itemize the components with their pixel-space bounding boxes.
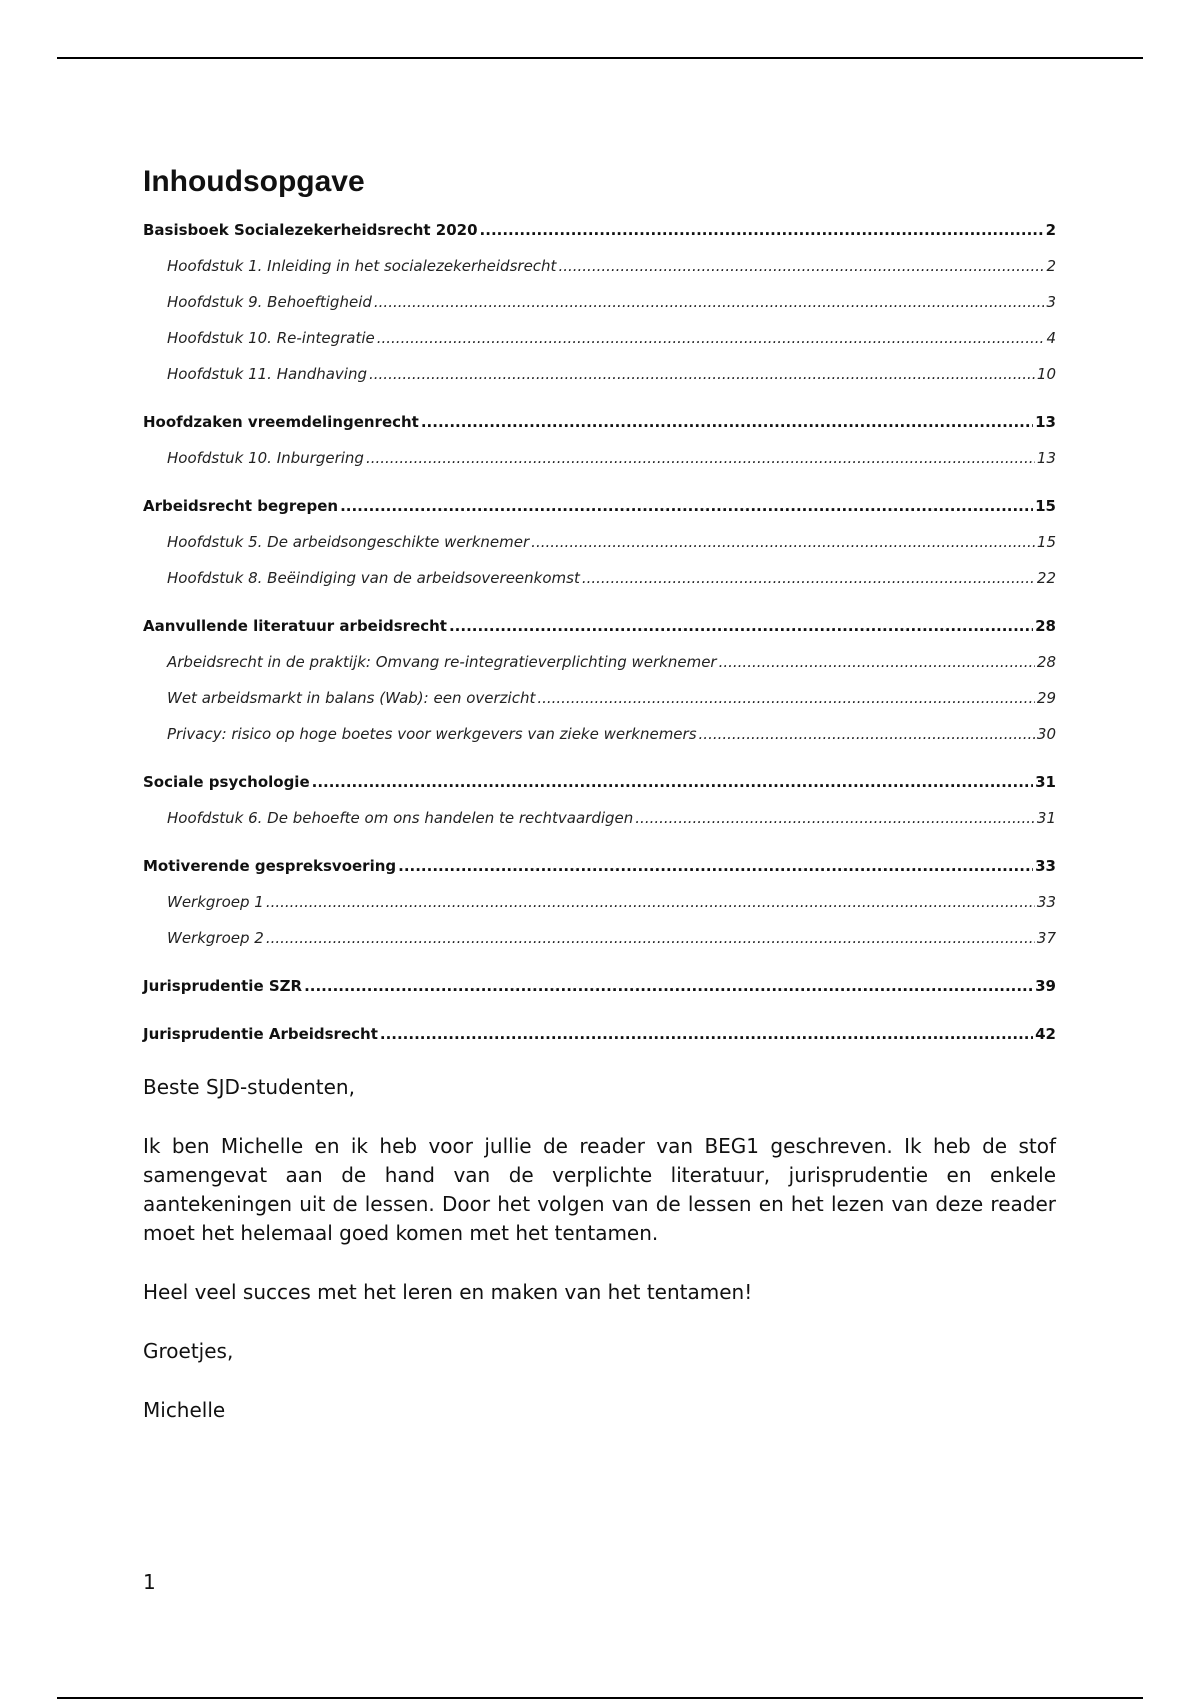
toc-leader-dots xyxy=(304,977,1033,995)
toc-leader-dots xyxy=(266,929,1035,947)
toc-leader-dots xyxy=(531,533,1035,551)
toc-subentry-label: Arbeidsrecht in de praktijk: Omvang re-integratieverplichting werknemer xyxy=(167,653,717,671)
toc-entry-label: Motiverende gespreksvoering xyxy=(143,857,397,875)
toc-subentry[interactable] xyxy=(143,689,1056,725)
toc-entry-page: 33 xyxy=(1035,857,1056,875)
toc-subentry[interactable] xyxy=(143,809,1056,845)
toc-leader-dots xyxy=(366,449,1035,467)
toc-subentry-label: Hoofdstuk 5. De arbeidsongeschikte werknemer xyxy=(167,533,530,551)
toc-subentry-page: 2 xyxy=(1046,257,1056,275)
table-of-contents xyxy=(143,221,1056,1061)
toc-subentry-label: Hoofdstuk 10. Inburgering xyxy=(167,449,364,467)
toc-subentry-label: Hoofdstuk 8. Beëindiging van de arbeidsovereenkomst xyxy=(167,569,580,587)
toc-subentry[interactable] xyxy=(143,569,1056,605)
toc-section xyxy=(143,773,1056,845)
toc-leader-dots xyxy=(312,773,1034,791)
toc-subentry-page: 30 xyxy=(1036,725,1056,743)
toc-subentry-label: Wet arbeidsmarkt in balans (Wab): een overzicht xyxy=(167,689,536,707)
toc-entry-label: Arbeidsrecht begrepen xyxy=(143,497,339,515)
letter xyxy=(143,1073,1056,1425)
toc-leader-dots xyxy=(377,329,1045,347)
toc-entry[interactable] xyxy=(143,497,1056,533)
toc-entry-page: 42 xyxy=(1035,1025,1056,1043)
toc-subentry[interactable] xyxy=(143,533,1056,569)
toc-subentry-label: Werkgroep 1 xyxy=(167,893,264,911)
toc-leader-dots xyxy=(449,617,1033,635)
toc-section xyxy=(143,413,1056,485)
toc-leader-dots xyxy=(558,257,1044,275)
toc-leader-dots xyxy=(421,413,1033,431)
toc-leader-dots xyxy=(480,221,1044,239)
toc-leader-dots xyxy=(374,293,1045,311)
toc-section xyxy=(143,617,1056,761)
toc-entry-label: Jurisprudentie SZR xyxy=(143,977,303,995)
toc-entry-page: 2 xyxy=(1045,221,1056,239)
toc-subentry-page: 37 xyxy=(1036,929,1056,947)
toc-section xyxy=(143,977,1056,1013)
toc-leader-dots xyxy=(340,497,1033,515)
toc-leader-dots xyxy=(635,809,1035,827)
toc-title: Inhoudsopgave xyxy=(143,165,365,198)
toc-subentry[interactable] xyxy=(143,893,1056,929)
toc-subentry-page: 4 xyxy=(1046,329,1056,347)
toc-leader-dots xyxy=(398,857,1033,875)
toc-subentry-label: Werkgroep 2 xyxy=(167,929,264,947)
toc-subentry-page: 22 xyxy=(1036,569,1056,587)
letter-signature: Michelle xyxy=(143,1398,226,1422)
toc-leader-dots xyxy=(537,689,1035,707)
toc-entry-page: 39 xyxy=(1035,977,1056,995)
toc-subentry[interactable] xyxy=(143,257,1056,293)
toc-subentry-page: 28 xyxy=(1036,653,1056,671)
letter-closing: Groetjes, xyxy=(143,1339,234,1363)
toc-entry[interactable] xyxy=(143,773,1056,809)
toc-entry-label: Jurisprudentie Arbeidsrecht xyxy=(143,1025,378,1043)
toc-subentry-page: 29 xyxy=(1036,689,1056,707)
toc-section xyxy=(143,857,1056,965)
toc-leader-dots xyxy=(369,365,1035,383)
toc-entry[interactable] xyxy=(143,221,1056,257)
toc-entry-page: 13 xyxy=(1035,413,1056,431)
toc-subentry-page: 15 xyxy=(1036,533,1056,551)
toc-entry-label: Sociale psychologie xyxy=(143,773,310,791)
toc-entry[interactable] xyxy=(143,617,1056,653)
toc-subentry-label: Hoofdstuk 10. Re-integratie xyxy=(167,329,375,347)
toc-entry-page: 28 xyxy=(1035,617,1056,635)
letter-wish: Heel veel succes met het leren en maken van het tentamen! xyxy=(143,1280,753,1304)
toc-subentry-label: Hoofdstuk 9. Behoeftigheid xyxy=(167,293,372,311)
toc-subentry-page: 13 xyxy=(1036,449,1056,467)
toc-leader-dots xyxy=(380,1025,1033,1043)
toc-subentry-page: 10 xyxy=(1036,365,1056,383)
toc-entry[interactable] xyxy=(143,413,1056,449)
toc-subentry-label: Hoofdstuk 6. De behoefte om ons handelen te rechtvaardigen xyxy=(167,809,634,827)
toc-subentry-label: Privacy: risico op hoge boetes voor werkgevers van zieke werknemers xyxy=(167,725,697,743)
toc-subentry-label: Hoofdstuk 1. Inleiding in het socialezekerheidsrecht xyxy=(167,257,557,275)
toc-entry-page: 31 xyxy=(1035,773,1056,791)
toc-subentry[interactable] xyxy=(143,653,1056,689)
toc-leader-dots xyxy=(719,653,1035,671)
toc-subentry[interactable] xyxy=(143,365,1056,401)
toc-subentry-page: 3 xyxy=(1046,293,1056,311)
toc-subentry[interactable] xyxy=(143,449,1056,485)
toc-section xyxy=(143,221,1056,401)
letter-salutation: Beste SJD-studenten, xyxy=(143,1075,355,1099)
toc-entry-page: 15 xyxy=(1035,497,1056,515)
toc-entry-label: Aanvullende literatuur arbeidsrecht xyxy=(143,617,447,635)
toc-entry[interactable] xyxy=(143,1025,1056,1061)
toc-section xyxy=(143,1025,1056,1061)
toc-subentry-page: 33 xyxy=(1036,893,1056,911)
page-number: 1 xyxy=(143,1570,156,1594)
toc-subentry[interactable] xyxy=(143,293,1056,329)
toc-entry[interactable] xyxy=(143,857,1056,893)
toc-section xyxy=(143,497,1056,605)
toc-subentry[interactable] xyxy=(143,929,1056,965)
toc-subentry[interactable] xyxy=(143,329,1056,365)
toc-entry-label: Basisboek Socialezekerheidsrecht 2020 xyxy=(143,221,478,239)
toc-leader-dots xyxy=(266,893,1035,911)
footer-rule xyxy=(57,1697,1143,1699)
page-content xyxy=(143,165,1056,1455)
header-rule xyxy=(57,57,1143,59)
toc-subentry-page: 31 xyxy=(1036,809,1056,827)
toc-entry[interactable] xyxy=(143,977,1056,1013)
toc-entry-label: Hoofdzaken vreemdelingenrecht xyxy=(143,413,419,431)
toc-leader-dots xyxy=(699,725,1035,743)
toc-subentry-label: Hoofdstuk 11. Handhaving xyxy=(167,365,367,383)
letter-paragraph: Ik ben Michelle en ik heb voor jullie de reader van BEG1 geschreven. Ik heb de stof samengevat aan de hand van de verplichte literatuur, jurisprudentie en enkele aantekeningen uit de lessen. Door het volgen van de lessen en het lezen van deze reader moet het helemaal goed komen met het tentamen. xyxy=(143,1134,1056,1245)
toc-leader-dots xyxy=(582,569,1035,587)
toc-subentry[interactable] xyxy=(143,725,1056,761)
